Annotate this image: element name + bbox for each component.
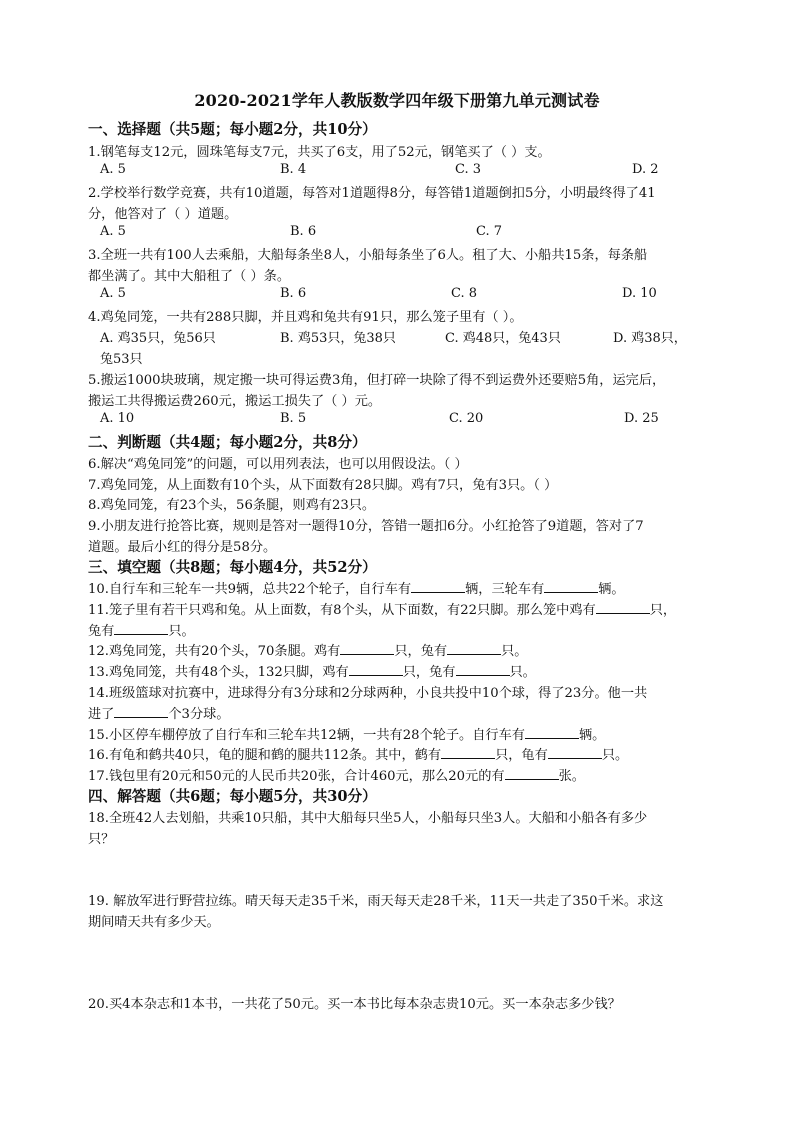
answer-blank[interactable] xyxy=(349,663,403,676)
answer-blank[interactable] xyxy=(114,705,168,718)
question-15: 15.小区停车棚停放了自行车和三轮车共12辆，一共有28个轮子。自行车有 辆。 xyxy=(88,728,606,743)
answer-blank[interactable] xyxy=(340,642,394,655)
q3-option-c: C. 8 xyxy=(451,286,478,301)
answer-blank[interactable] xyxy=(544,580,598,593)
question-9-line1: 9.小朋友进行抢答比赛，规则是答对一题得10分，答错一题扣6分。小红抢答了9道题，答对了7 xyxy=(88,519,644,534)
answer-blank[interactable] xyxy=(114,622,168,635)
q4-option-c: C. 鸡48只，兔43只 xyxy=(445,331,561,346)
q1-option-c: C. 3 xyxy=(455,162,482,177)
q4-option-d-continued: 兔53只 xyxy=(100,352,143,367)
q5-option-d: D. 25 xyxy=(624,411,659,426)
question-19-line1: 19. 解放军进行野营拉练。晴天每天走35千米，雨天每天走28千米，11天一共走了350千米。求这 xyxy=(88,894,664,909)
answer-blank[interactable] xyxy=(447,642,501,655)
q4-options xyxy=(100,327,700,345)
answer-blank[interactable] xyxy=(505,767,559,780)
question-14: 14.班级篮球对抗赛中，进球得分有3分球和2分球两种，小良共投中10个球，得了23分。他一共 xyxy=(88,686,648,701)
question-6: 6.解决“鸡兔同笼”的问题，可以用列表法，也可以用假设法。（ ） xyxy=(88,457,468,472)
question-8: 8.鸡兔同笼，有23个头，56条腿，则鸡有23只。 xyxy=(88,498,376,513)
section-heading-solve: 四、解答题（共6题；每小题5分，共30分） xyxy=(88,788,377,805)
question-11: 11.笼子里有若干只鸡和兔。从上面数，有8个头，从下面数，有22只脚。那么笼中鸡有 只， xyxy=(88,603,677,618)
question-18-line2: 只？ xyxy=(88,832,115,847)
q1-option-b: B. 4 xyxy=(280,162,307,177)
section-heading-fill-blank: 三、填空题（共8题；每小题4分，共52分） xyxy=(88,559,377,576)
section-heading-choice: 一、选择题（共5题；每小题2分，共10分） xyxy=(88,121,377,138)
q5-options xyxy=(100,411,700,429)
question-4: 4.鸡兔同笼，一共有288只脚，并且鸡和兔共有91只，那么笼子里有（ ）。 xyxy=(88,310,523,325)
answer-blank[interactable] xyxy=(525,726,579,739)
q2-option-b: B. 6 xyxy=(290,224,317,239)
answer-blank[interactable] xyxy=(596,601,650,614)
question-10: 10.自行车和三轮车一共9辆，总共22个轮子，自行车有 辆，三轮车有 辆。 xyxy=(88,582,625,597)
question-18-line1: 18.全班42人去划船，共乘10只船，其中大船每只坐5人，小船每只坐3人。大船和小船各有多少 xyxy=(88,811,648,826)
q4-option-d: D. 鸡38只， xyxy=(613,331,687,346)
q1-option-a: A. 5 xyxy=(100,162,126,177)
question-3-line1: 3.全班一共有100人去乘船，大船每条坐8人，小船每条坐了6人。租了大、小船共15条，每条船 xyxy=(88,248,648,263)
answer-blank[interactable] xyxy=(548,746,602,759)
question-1: 1.钢笔每支12元，圆珠笔每支7元，共买了6支，用了52元，钢笔买了（ ）支。 xyxy=(88,145,551,160)
q5-option-c: C. 20 xyxy=(449,411,484,426)
q2-option-c: C. 7 xyxy=(476,224,503,239)
q2-option-a: A. 5 xyxy=(100,224,126,239)
question-7: 7.鸡兔同笼，从上面数有10个头，从下面数有28只脚。鸡有7只，兔有3只。（ ） xyxy=(88,478,558,493)
q5-option-b: B. 5 xyxy=(280,411,307,426)
question-2-line2: 分，他答对了（ ）道题。 xyxy=(88,207,238,222)
answer-blank[interactable] xyxy=(411,580,465,593)
q3-options xyxy=(100,286,700,304)
question-5-line2: 搬运工共得搬运费260元，搬运工损失了（ ）元。 xyxy=(88,394,382,409)
q2-options xyxy=(100,224,700,242)
q5-option-a: A. 10 xyxy=(100,411,135,426)
question-9-line2: 道题。最后小红的得分是58分。 xyxy=(88,540,277,555)
q4-option-a: A. 鸡35只，兔56只 xyxy=(100,331,216,346)
q3-option-a: A. 5 xyxy=(100,286,126,301)
q1-options xyxy=(100,162,700,180)
question-16: 16.有龟和鹤共40只，龟的腿和鹤的腿共112条。其中，鹤有 只，龟有 只。 xyxy=(88,748,629,763)
q3-option-b: B. 6 xyxy=(280,286,307,301)
section-heading-judgement: 二、判断题（共4题；每小题2分，共8分） xyxy=(88,434,367,451)
question-11-line2: 兔有 只。 xyxy=(88,624,195,639)
question-14-line2: 进了 个3分球。 xyxy=(88,707,230,722)
answer-blank[interactable] xyxy=(441,746,495,759)
question-2-line1: 2.学校举行数学竞赛，共有10道题，每答对1道题得8分，每答错1道题倒扣5分，小明最终得了41 xyxy=(88,186,656,201)
page-title: 2020-2021学年人教版数学四年级下册第九单元测试卷 xyxy=(194,91,600,110)
question-19-line2: 期间晴天共有多少天。 xyxy=(88,915,220,930)
question-5-line1: 5.搬运1000块玻璃，规定搬一块可得运费3角，但打碎一块除了得不到运费外还要赔5角，运完后， xyxy=(88,373,666,388)
q1-option-d: D. 2 xyxy=(632,162,659,177)
question-17: 17.钱包里有20元和50元的人民币共20张，合计460元，那么20元的有 张。 xyxy=(88,769,585,784)
question-3-line2: 都坐满了。其中大船租了（ ）条。 xyxy=(88,269,291,284)
q4-option-b: B. 鸡53只，兔38只 xyxy=(280,331,396,346)
q3-option-d: D. 10 xyxy=(622,286,657,301)
question-13: 13.鸡兔同笼，共有48个头，132只脚，鸡有 只，兔有 只。 xyxy=(88,665,536,680)
answer-blank[interactable] xyxy=(456,663,510,676)
question-20: 20.买4本杂志和1本书，一共花了50元。买一本书比每本杂志贵10元。买一本杂志多少钱？ xyxy=(88,997,621,1012)
question-12: 12.鸡兔同笼，共有20个头，70条腿。鸡有 只，兔有 只。 xyxy=(88,644,528,659)
